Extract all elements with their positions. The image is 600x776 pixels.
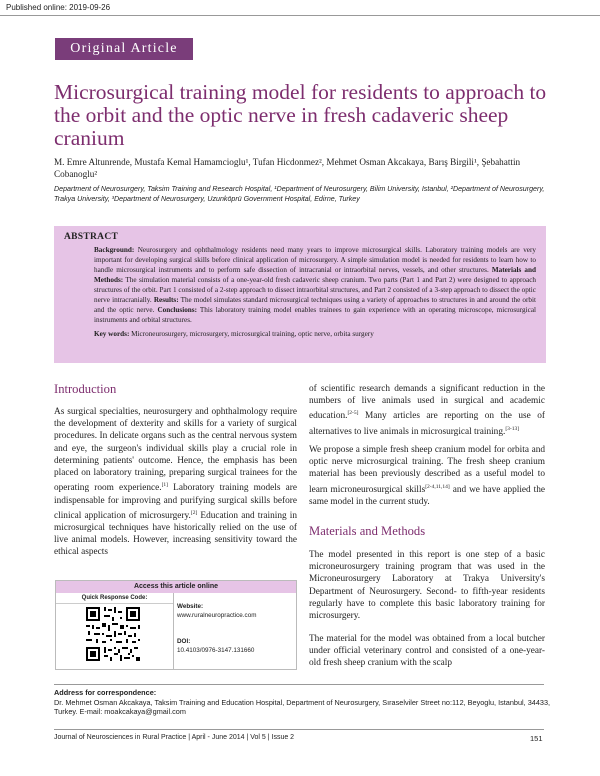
results-text: The model simulates standard microsurgical techniques using a variety of approaches to structures in and around the orbit and the optic nerve. xyxy=(94,296,536,314)
keywords xyxy=(64,329,536,339)
right-text-1: of scientific research demands a significant reduction in the numbers of live animals used in surgical and academic education. xyxy=(309,384,545,422)
website-block xyxy=(177,603,256,620)
published-date: Published online: 2019-09-26 xyxy=(6,3,111,12)
article-title: Microsurgical training model for residents to approach to the orbit and the optic nerve in fresh cadaveric sheep cranium xyxy=(54,80,547,150)
results-label: Results: xyxy=(153,296,179,304)
author-list: M. Emre Altunrende, Mustafa Kemal Hamamcioglu¹, Tufan Hicdonmez², Mehmet Osman Akcakaya, Barış Birgili¹, Şebahattin Cobanoglu² xyxy=(54,157,521,179)
footer-divider xyxy=(54,684,544,685)
doi-label: DOI: xyxy=(177,638,191,645)
background-text: Neurosurgery and ophthalmology residents need many years to improve microsurgical skills. Laboratory training models are very important for developing surgical skills before clinical application of microsurgery. A simple simulation model is needed for residents to learn how to handle microsurgical instruments and to perform safe dissection of intracranial or intraorbital nerves, vessels, and other structures. xyxy=(94,246,536,274)
correspondence-text: Dr. Mehmet Osman Akcakaya, Taksim Training and Education Hospital, Department of Neurosurgery, Sıraselviler Street no:112, Beyoglu, Istanbul, 34433, Turkey. E-mail: moakcakaya@gmail.com xyxy=(54,697,551,716)
keywords-text: Microneurosurgery, microsurgery, microsurgical training, optic nerve, orbita surgery xyxy=(131,330,374,338)
methods-paragraph-2 xyxy=(309,633,545,670)
methods-heading: Materials and Methods xyxy=(309,524,426,538)
qr-label: Quick Response Code: xyxy=(56,593,173,604)
right-column-text-1 xyxy=(309,383,545,438)
doi-block xyxy=(177,638,254,655)
intro-text-1: As surgical specialties, neurosurgery and ophthalmology require the development of dexterity and skills for a variety of surgical procedures. In delicate organs such as the central nervous system and eye, the surgeon's individual skills play a crucial role in determining patients' outcome. Hence, the emphasis has been placed on laboratory training, preparing surgical trainees for the operating room experience. xyxy=(54,407,297,494)
right-text-2: Many articles are reporting on the use of alternatives to live animals in microsurgical training. xyxy=(309,411,545,437)
intro-text-2: Laboratory training models are indispensable for improving and purifying surgical skills before clinical application of microsurgery. xyxy=(54,483,297,521)
correspondence-label: Address for correspondence: xyxy=(54,688,157,697)
ref-3[interactable]: [2-5] xyxy=(347,410,359,417)
correspondence xyxy=(54,688,554,717)
access-online-box xyxy=(55,580,297,670)
keywords-label: Key words: xyxy=(94,330,130,338)
introduction-heading: Introduction xyxy=(54,382,117,396)
header-divider xyxy=(0,15,600,16)
ref-5[interactable]: [2-4,11,14] xyxy=(425,483,450,490)
ref-1[interactable]: [1] xyxy=(161,482,169,489)
background-label: Background: xyxy=(94,246,135,254)
abstract-body xyxy=(64,245,536,325)
conclusions-label: Conclusions: xyxy=(157,306,197,314)
page-number: 151 xyxy=(530,734,543,743)
access-divider xyxy=(173,593,174,669)
journal-divider xyxy=(54,729,544,730)
ref-4[interactable]: [3-13] xyxy=(505,425,520,432)
right-text-4: and we have applied the same model in the current study. xyxy=(309,484,545,507)
abstract-heading: ABSTRACT xyxy=(64,232,119,242)
introduction-body xyxy=(54,406,297,559)
conclusions-text: This laboratory training model enables trainees to gain experience with an operating microscope, microsurgical instruments and orbital structures. xyxy=(94,306,536,324)
access-heading: Access this article online xyxy=(56,581,296,593)
affiliations: Department of Neurosurgery, Taksim Training and Research Hospital, ¹Department of Neurosurgery, Bilim University, Istanbul, ²Department of Neurosurgery, Trakya University, ³Department of Neurosurgery, Uzunköprü Government Hospital, Edirne, Turkey xyxy=(54,185,545,203)
methods-text-2: The material for the model was obtained from a local butcher under official veterinary control and consisted of a one-year-old fresh sheep cranium with the scalp xyxy=(309,634,545,669)
right-text-3: We propose a simple fresh sheep cranium model for orbita and optic nerve microsurgical training. The fresh sheep cranium material has been previously described as a useful model to learn microneurosurgical skills xyxy=(309,445,545,495)
methods-label: Materials and Methods: xyxy=(94,266,536,284)
right-column-text-2 xyxy=(309,444,545,508)
website-label: Website: xyxy=(177,603,204,610)
article-type-badge: Original Article xyxy=(55,38,193,60)
methods-text: The simulation material consists of a one-year-old fresh cadaveric sheep cranium. Two parts (Part 1 and Part 2) were designed to approach structures of the orbit. Part 1 consisted of a 2-step approach to dissect intraorbital structures, and Part 2 consisted of a 3-step approach to dissect the optic nerve intracranially. xyxy=(94,276,536,304)
abstract-box xyxy=(54,226,546,363)
journal-info: Journal of Neurosciences in Rural Practice | April - June 2014 | Vol 5 | Issue 2 xyxy=(54,734,295,741)
website-link[interactable]: www.ruralneuropractice.com xyxy=(177,611,257,619)
qr-code-icon[interactable] xyxy=(84,605,142,663)
ref-2[interactable]: [2] xyxy=(190,509,198,516)
intro-text-3: Education and training in microsurgical techniques have historically relied on the use of live animal models. However, increasing sensitivity toward the ethical aspects xyxy=(54,510,297,558)
methods-paragraph-1 xyxy=(309,549,545,622)
methods-text-1: The model presented in this report is one step of a basic microneurosurgery training program that was used in the Microneurosurgery Laboratory at Trakya University's Department of Neurosurgery. Second- to fifth-year residents regularly have to complete this basic laboratory training for microsurgery. xyxy=(309,550,545,622)
doi-link[interactable]: 10.4103/0976-3147.131660 xyxy=(177,646,255,654)
